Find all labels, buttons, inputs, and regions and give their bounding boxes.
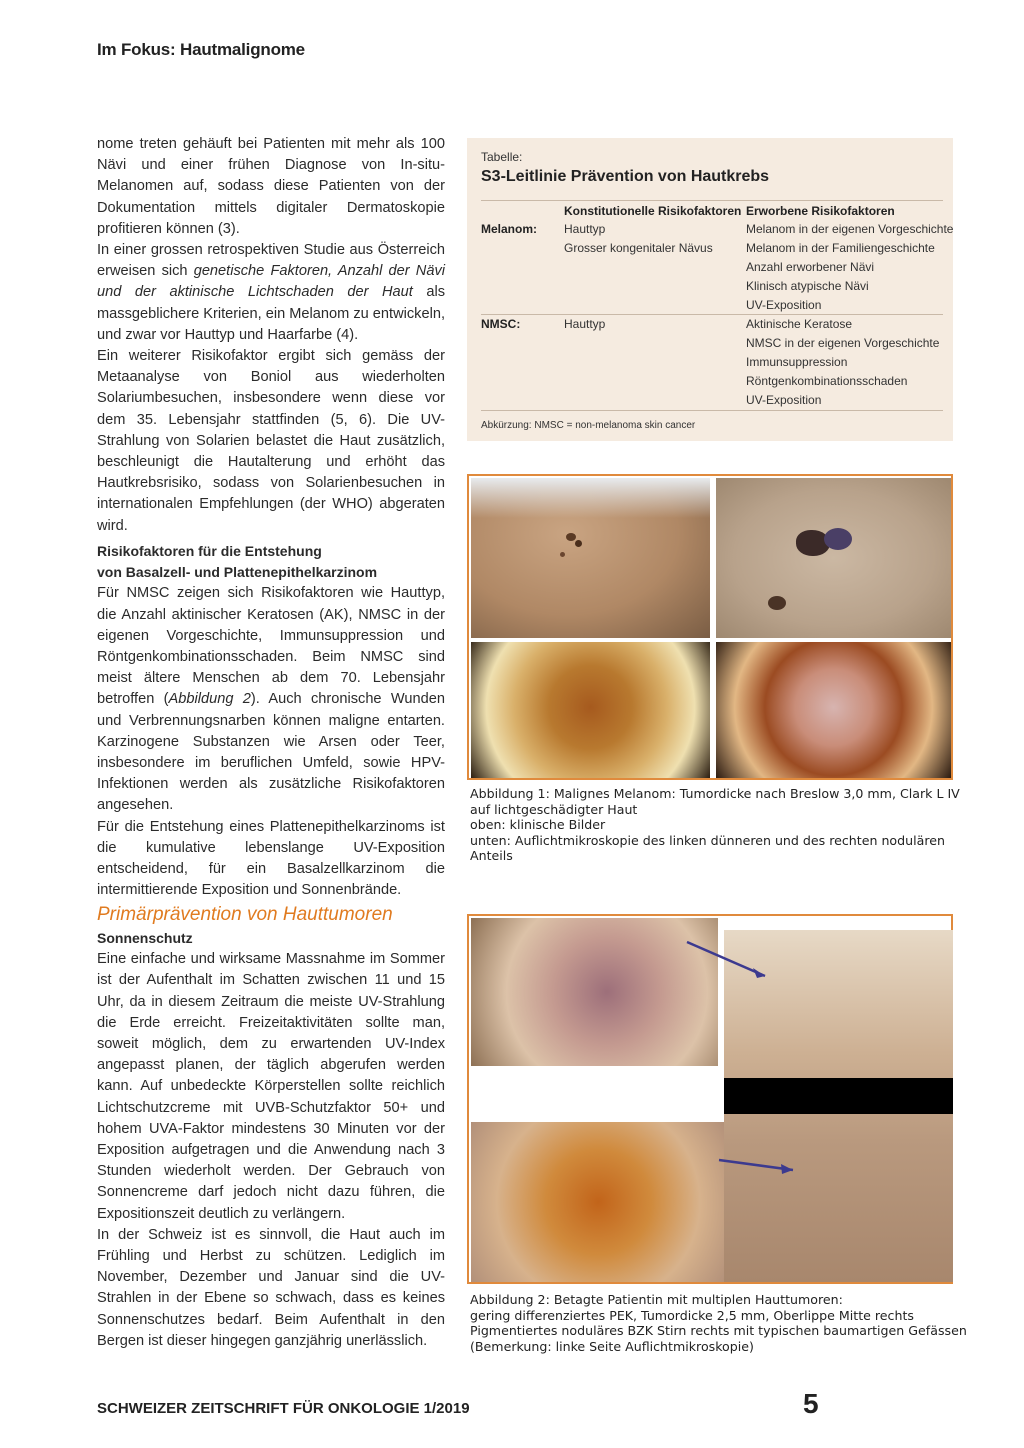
section-heading-primary-prevention: Primärprävention von Hauttumoren xyxy=(97,904,393,925)
page-number: 5 xyxy=(803,1388,819,1419)
paragraph-7: In der Schweiz ist es sinnvoll, die Haut auch im Frühling und Herbst zu schützen. Lediglich im November, Dezember und Januar sind die UV-Strahlen in der Ebene so schwach, dass es keines Sonnenschutzes bedarf. Beim Aufenthalt in den Bergen ist dieser hingegen ganzjährig unerlässlich. xyxy=(97,1226,445,1349)
table-note: Abkürzung: NMSC = non-melanoma skin cancer xyxy=(481,420,696,431)
figure-1-caption: Abbildung 1: Malignes Melanom: Tumordicke nach Breslow 3,0 mm, Clark L IV auf lichtgeschädigter Haut oben: klinische Bilder unten: Auflichtmikroskopie des linken dünneren und des rechten nodulären Anteils xyxy=(470,786,960,863)
subheading-risk-factors: Risikofaktoren für die Entstehung von Basalzell- und Plattenepithelkarzinom xyxy=(97,543,378,581)
figure-2-frame xyxy=(467,914,953,1284)
figure-1-photo-closeup xyxy=(716,478,951,638)
figure-2-caption: Abbildung 2: Betagte Patientin mit multiplen Hauttumoren: gering differenziertes PEK, Tumordicke 2,5 mm, Oberlippe Mitte rechts Pigmentiertes noduläres BZK Stirn rechts mit typischen baumartigen Gefässen (Bemerkung: linke Seite Auflichtmikroskopie) xyxy=(470,1292,967,1354)
running-head: Im Fokus: Hautmalignome xyxy=(97,40,305,59)
table-row-label-nmsc: NMSC: xyxy=(481,317,521,331)
figure-1-photo-back xyxy=(471,478,710,638)
table-cell-melanom-erw: Melanom in der eigenen Vorgeschichte Melanom in der Familiengeschichte Anzahl erworbener Nävi Klinisch atypische Nävi UV-Exposition xyxy=(746,222,954,312)
table-cell-nmsc-konst: Hauttyp xyxy=(564,317,606,331)
table-label: Tabelle: xyxy=(481,150,523,164)
table-row-label-melanom: Melanom: xyxy=(481,222,538,236)
table-title: S3-Leitlinie Prävention von Hautkrebs xyxy=(481,168,770,185)
figure-1-dermoscopy-left xyxy=(471,642,710,778)
paragraph-6: Eine einfache und wirksame Massnahme im Sommer ist der Aufenthalt im Schatten zwischen 11 und 15 Uhr, da in diesem Zeitraum die meiste UV-Strahlung die Erde erreicht. Freizeitaktivitäten sollte man, soweit möglich, dem zu erwartenden UV-Index angepasst planen, der täglich abgerufen werden kann. Auf unbedeckte Körperstellen sollte reichlich Lichtschutzcreme mit UVB-Schutzfaktor 50+ und hohem UVA-Faktor mindestens 30 Minuten vor der Exposition aufgetragen und die Anwendung nach 3 Stunden wiederholt werden. Der Gebrauch von Sonnencreme darf jedoch nicht dazu führen, die Expositionszeit deutlich zu verlängern. xyxy=(97,951,445,1222)
table-box xyxy=(467,138,953,441)
table-cell-melanom-konst: Hauttyp Grosser kongenitaler Nävus xyxy=(564,222,713,255)
paragraph-1: nome treten gehäuft bei Patienten mit mehr als 100 Nävi und einer frühen Diagnose von In-situ-Melanomen auf, sodass diese Patienten von der Dokumentation mittels digitaler Dermatoskopie profitieren können (3). xyxy=(97,136,445,237)
journal-footer: SCHWEIZER ZEITSCHRIFT FÜR ONKOLOGIE 1/2019 xyxy=(97,1400,470,1417)
paragraph-4: Für NMSC zeigen sich Risikofaktoren wie Hauttyp, die Anzahl aktinischer Keratosen (AK), NMSC in der eigenen Vorgeschichte, Immunsuppression und Röntgenkombinationsschaden. Beim NMSC sind meist ältere Menschen ab dem 70. Lebensjahr betroffen (Abbildung 2). Auch chronische Wunden und Verbrennungsnarben können maligne entarten. Karzinogene Substanzen wie Arsen oder Teer, insbesondere im beruflichen Umfeld, sowie HPV-Infektionen werden als zusätzliche Risikofaktoren angesehen. xyxy=(97,585,445,814)
figure-1-frame xyxy=(467,474,953,780)
paragraph-3: Ein weiterer Risikofaktor ergibt sich gemäss der Metaanalyse von Boniol aus wiederholten Solariumbesuchen, insbesondere wenn diese vor dem 35. Lebensjahr stattfinden (5, 6). Die UV-Strahlung von Solarien belastet die Haut zusätzlich, beschleunigt die Hautalterung und erhöht das Hautkrebsrisiko, sodass von Solarienbesuchen in internationalen Empfehlungen (der WHO) abgeraten wird. xyxy=(97,348,445,534)
left-column-top xyxy=(97,134,445,537)
table-col-erworben: Erworbene Risikofaktoren xyxy=(746,204,895,218)
left-column-middle xyxy=(97,541,445,901)
table-rule-top xyxy=(481,200,943,201)
table-cell-nmsc-erw: Aktinische Keratose NMSC in der eigenen Vorgeschichte Immunsuppression Röntgenkombinationsschaden UV-Exposition xyxy=(746,317,940,407)
figure-1-dermoscopy-right xyxy=(716,642,951,778)
table-rule-bottom xyxy=(481,410,943,411)
subheading-sun-protection: Sonnenschutz xyxy=(97,930,193,946)
left-column-bottom xyxy=(97,928,445,1352)
paragraph-5: Für die Entstehung eines Plattenepithelkarzinoms ist die kumulative lebenslange UV-Exposition entscheidend, für ein Basalzellkarzinom die intermittierende Exposition und Sonnenbrände. xyxy=(97,818,445,899)
paragraph-2: In einer grossen retrospektiven Studie aus Österreich erweisen sich genetische Faktoren, Anzahl der Nävi und der aktinische Lichtschaden der Haut als massgeblichere Kriterien, ein Melanom zu entwickeln, und zwar vor Hauttyp und Haarfarbe (4). xyxy=(97,242,445,343)
table-col-konstitutionell: Konstitutionelle Risikofaktoren xyxy=(564,204,742,218)
figure-2-arrows xyxy=(469,916,955,1286)
